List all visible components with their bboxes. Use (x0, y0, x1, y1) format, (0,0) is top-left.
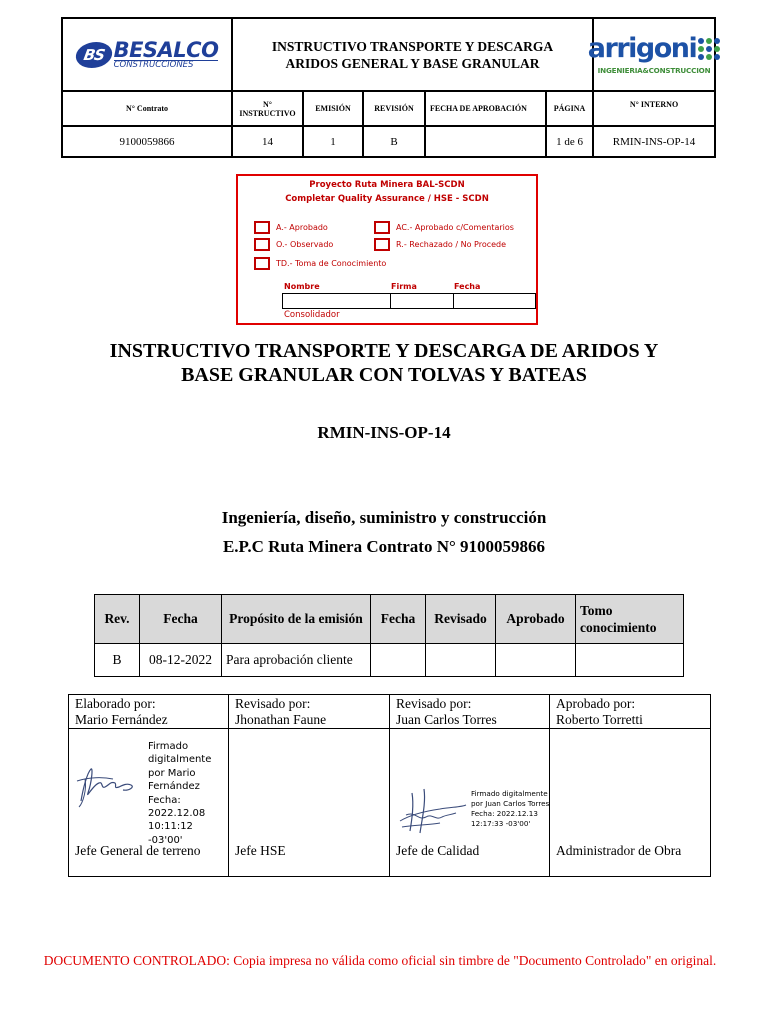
handwritten-signature-icon (396, 785, 470, 837)
label-instructivo-2: INSTRUCTIVO (239, 108, 296, 118)
approval-label: Revisado por: (396, 696, 472, 711)
stamp-col-firma: Firma (391, 282, 417, 291)
approval-role: Administrador de Obra (556, 843, 682, 858)
revision-cell: B (95, 644, 140, 677)
qa-stamp (236, 174, 538, 325)
besalco-logo (63, 37, 231, 70)
signature-line: por Juan Carlos Torres (471, 799, 550, 808)
document-header (61, 17, 716, 158)
stamp-col-fecha: Fecha (454, 282, 481, 291)
table-row (95, 644, 684, 677)
approval-cell-revisado-1 (229, 695, 390, 729)
stamp-title-2: Completar Quality Assurance / HSE - SCDN (285, 194, 489, 204)
signature-line: Firmado (148, 741, 189, 752)
value-instructivo: 14 (232, 126, 303, 157)
revision-header: Revisado (426, 595, 496, 644)
stamp-option-o[interactable] (254, 238, 333, 251)
stamp-title-1: Proyecto Ruta Minera BAL-SCDN (309, 180, 465, 190)
revision-header: Aprobado (496, 595, 576, 644)
stamp-option-r-label: R.- Rechazado / No Procede (396, 240, 507, 249)
approval-role: Jefe General de terreno (75, 843, 201, 858)
value-contrato: 9100059866 (62, 126, 232, 157)
signature-line: 12:17:33 -03'00' (471, 819, 531, 828)
signature-line: por Mario (148, 767, 196, 779)
revision-cell (426, 644, 496, 677)
signature-cell-revisado-2 (390, 729, 550, 877)
header-title-line2: ARIDOS GENERAL Y BASE GRANULAR (285, 55, 540, 71)
checkbox-td[interactable] (254, 257, 270, 270)
digital-signature-text (471, 789, 551, 829)
approval-label: Revisado por: (235, 696, 311, 711)
stamp-option-a-label: A.- Aprobado (276, 223, 328, 232)
approval-role: Jefe de Calidad (396, 843, 480, 858)
document-title (0, 339, 768, 387)
signature-line: 2022.12.08 (148, 808, 206, 820)
approval-name: Mario Fernández (75, 712, 168, 727)
value-interno: RMIN-INS-OP-14 (593, 126, 715, 157)
stamp-option-td[interactable] (254, 257, 386, 270)
revision-header: Fecha (371, 595, 426, 644)
stamp-option-ac-label: AC.- Aprobado c/Comentarios (396, 223, 514, 232)
approval-cell-elaborado (69, 695, 229, 729)
approval-role: Jefe HSE (235, 843, 286, 858)
checkbox-o[interactable] (254, 238, 270, 251)
approval-table (68, 694, 711, 877)
approval-signature-row (69, 729, 711, 877)
arrigoni-logo-cell (587, 18, 715, 91)
value-fecha-aprobacion (425, 126, 546, 157)
besalco-logo-cell (62, 18, 232, 91)
approval-name: Roberto Torretti (556, 712, 643, 727)
signature-line: Fecha: 2022.12.13 (471, 809, 538, 818)
stamp-option-o-label: O.- Observado (276, 240, 334, 249)
signature-line: digitalmente (148, 754, 212, 766)
checkbox-r[interactable] (374, 238, 390, 251)
label-pagina: PÁGINA (546, 91, 593, 126)
label-contrato: N° Contrato (62, 91, 232, 126)
stamp-option-td-label: TD.- Toma de Conocimiento (276, 259, 387, 268)
revision-header-row (95, 595, 684, 644)
digital-signature-text (148, 740, 228, 847)
stamp-consolidador: Consolidador (284, 310, 340, 320)
document-title-line2: BASE GRANULAR CON TOLVAS Y BATEAS (181, 364, 587, 386)
arrigoni-name: arrigoni (587, 33, 697, 64)
header-title (232, 18, 593, 91)
header-title-line1: INSTRUCTIVO TRANSPORTE Y DESCARGA (271, 38, 554, 54)
label-revision: REVISIÓN (363, 91, 425, 126)
label-interno: N° INTERNO (593, 91, 715, 126)
approval-name: Jhonathan Faune (235, 712, 327, 727)
stamp-col-nombre: Nombre (284, 282, 320, 291)
revision-cell: Para aprobación cliente (222, 644, 371, 677)
label-emision: EMISIÓN (303, 91, 363, 126)
signature-cell-elaborado (69, 729, 229, 877)
value-pagina: 1 de 6 (546, 126, 593, 157)
approval-label: Elaborado por: (75, 696, 156, 711)
approval-cell-aprobado (550, 695, 711, 729)
checkbox-a[interactable] (254, 221, 270, 234)
revision-cell (496, 644, 576, 677)
revision-table (94, 594, 684, 677)
arrigoni-dots-icon (698, 38, 720, 60)
signature-line: Fernández (148, 781, 200, 793)
value-revision: B (363, 126, 425, 157)
document-subtitle-1: Ingeniería, diseño, suministro y construcción (221, 508, 547, 527)
approval-cell-revisado-2 (390, 695, 550, 729)
revision-cell: 08-12-2022 (140, 644, 222, 677)
arrigoni-logo (587, 33, 714, 75)
revision-header: Fecha (140, 595, 222, 644)
document-code: RMIN-INS-OP-14 (317, 423, 451, 442)
stamp-entry-row[interactable] (282, 293, 536, 309)
approval-header-row (69, 695, 711, 729)
stamp-option-ac[interactable] (374, 221, 514, 234)
signature-cell-aprobado (550, 729, 711, 877)
approval-label: Aprobado por: (556, 696, 636, 711)
stamp-option-r[interactable] (374, 238, 506, 251)
revision-cell (576, 644, 684, 677)
signature-line: Firmado digitalmente (471, 789, 548, 798)
besalco-mark: BS (73, 42, 114, 68)
label-instructivo-1: N° (263, 99, 272, 109)
controlled-document-notice: DOCUMENTO CONTROLADO: Copia impresa no válida como oficial sin timbre de "Documento Controlado" en original. (43, 953, 717, 968)
besalco-name: BESALCO (113, 37, 219, 62)
label-fecha-aprobacion: FECHA DE APROBACIÓN (425, 91, 546, 126)
signature-cell-revisado-1 (229, 729, 390, 877)
revision-header: Propósito de la emisión (222, 595, 371, 644)
handwritten-signature-icon (73, 759, 139, 809)
besalco-sub: CONSTRUCCIONES (114, 60, 219, 70)
revision-header: Tomo conocimiento (576, 595, 684, 644)
approval-name: Juan Carlos Torres (396, 712, 497, 727)
revision-header: Rev. (95, 595, 140, 644)
value-emision: 1 (303, 126, 363, 157)
document-title-line1: INSTRUCTIVO TRANSPORTE Y DESCARGA DE ARIDOS Y (109, 340, 659, 362)
label-instructivo (232, 91, 303, 126)
stamp-option-a[interactable] (254, 221, 328, 234)
arrigoni-sub: INGENIERIA&CONSTRUCCION (597, 66, 711, 75)
signature-line: 10:11:12 -03'00' (148, 821, 193, 846)
signature-line: Fecha: (148, 794, 181, 806)
document-subtitle-2: E.P.C Ruta Minera Contrato N° 9100059866 (222, 537, 546, 556)
checkbox-ac[interactable] (374, 221, 390, 234)
revision-cell (371, 644, 426, 677)
